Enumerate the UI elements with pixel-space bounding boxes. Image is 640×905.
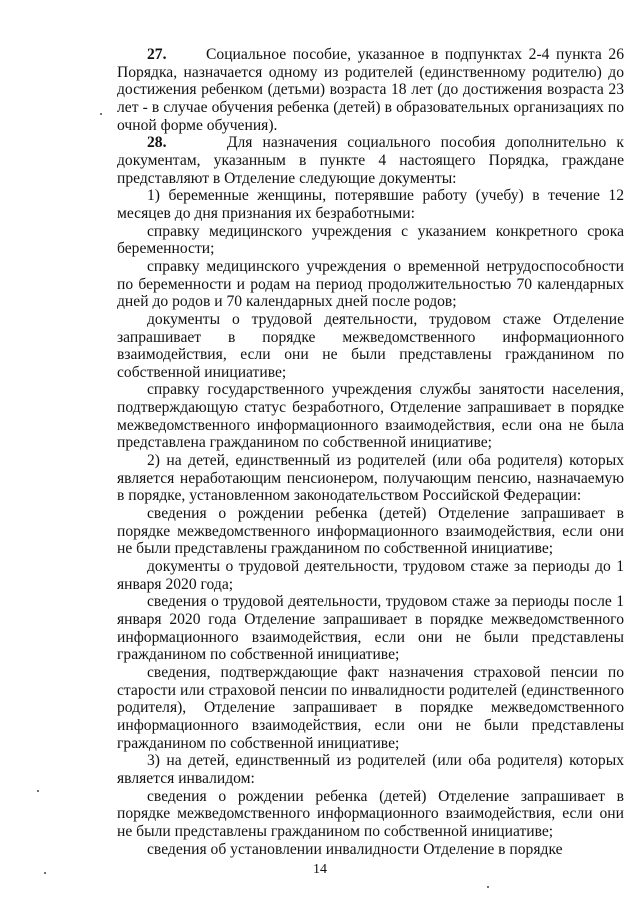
paragraph-number: 27. bbox=[147, 46, 167, 63]
scan-speck bbox=[44, 872, 46, 874]
paragraph-item: сведения, подтверждающие факт назначения страховой пенсии по старости или страховой пенсии по инвалидности родителей (единственного родителя), Отделение запрашивает в порядке межведомственного информационного взаимодействия, если они не были представлены гражданином по собственной инициативе; bbox=[117, 663, 624, 752]
scan-speck bbox=[487, 886, 489, 888]
paragraph-number: 28. bbox=[147, 134, 167, 152]
paragraph-item: сведения о трудовой деятельности, трудовом стаже за периоды после 1 января 2020 года Отделение запрашивает в порядке межведомственного информационного взаимодействия, если они не были представлены гражданином по собственной инициативе; bbox=[117, 593, 624, 664]
document-body bbox=[117, 46, 624, 858]
scan-speck bbox=[37, 790, 39, 792]
paragraph-27 bbox=[117, 46, 624, 134]
paragraph-text: Социальное пособие, указанное в подпунктах 2-4 пункта 26 Порядка, назначается одному из родителей (единственному родителю) до достижения ребенком (детьми) возраста 18 лет (до достижения возраста 23 лет - в случае обучения ребенка (детей) в образовательных организациях по очной форме обучения). bbox=[117, 46, 625, 134]
paragraph-text: Для назначения социального пособия дополнительно к документам, указанным в пункте 4 настоящего Порядка, граждане представляют в Отделение следующие документы: bbox=[117, 134, 624, 187]
paragraph-item: справку медицинского учреждения с указанием конкретного срока беременности; bbox=[117, 222, 624, 258]
paragraph-item: сведения о рождении ребенка (детей) Отделение запрашивает в порядке межведомственного информационного взаимодействия, если они не были представлены гражданином по собственной инициативе; bbox=[117, 505, 624, 558]
paragraph-28 bbox=[117, 134, 624, 187]
paragraph-item: сведения об установлении инвалидности Отделение в порядке bbox=[147, 840, 563, 858]
paragraph-item: 3) на детей, единственный из родителей (или оба родителя) которых является инвалидом: bbox=[117, 752, 624, 787]
page-number: 14 bbox=[313, 862, 327, 877]
paragraph-item: 1) беременные женщины, потерявшие работу (учебу) в течение 12 месяцев до дня признания их безработными: bbox=[117, 187, 624, 222]
paragraph-item: 2) на детей, единственный из родителей (или оба родителя) которых является неработающим пенсионером, получающим пенсию, назначаемую в порядке, установленном законодательством Российской Федерации: bbox=[117, 452, 624, 505]
scan-speck bbox=[100, 113, 102, 115]
paragraph-item: справку медицинского учреждения о временной нетрудоспособности по беременности и родам на период продолжительностью 70 календарных дней до родов и 70 календарных дней после родов; bbox=[117, 257, 624, 311]
paragraph-item: сведения о рождении ребенка (детей) Отделение запрашивает в порядке межведомственного информационного взаимодействия, если они не были представлены гражданином по собственной инициативе; bbox=[117, 787, 624, 840]
paragraph-item: документы о трудовой деятельности, трудовом стаже за периоды до 1 января 2020 года; bbox=[117, 558, 624, 593]
paragraph-item: справку государственного учреждения службы занятости населения, подтверждающую статус безработного, Отделение запрашивает в порядке межведомственного информационного взаимодействия, если она не была представлена гражданином по собственной инициативе; bbox=[117, 381, 624, 452]
paragraph-item: документы о трудовой деятельности, трудовом стаже Отделение запрашивает в порядке межведомственного информационного взаимодействия, если они не были представлены гражданином по собственной инициативе; bbox=[117, 310, 624, 381]
